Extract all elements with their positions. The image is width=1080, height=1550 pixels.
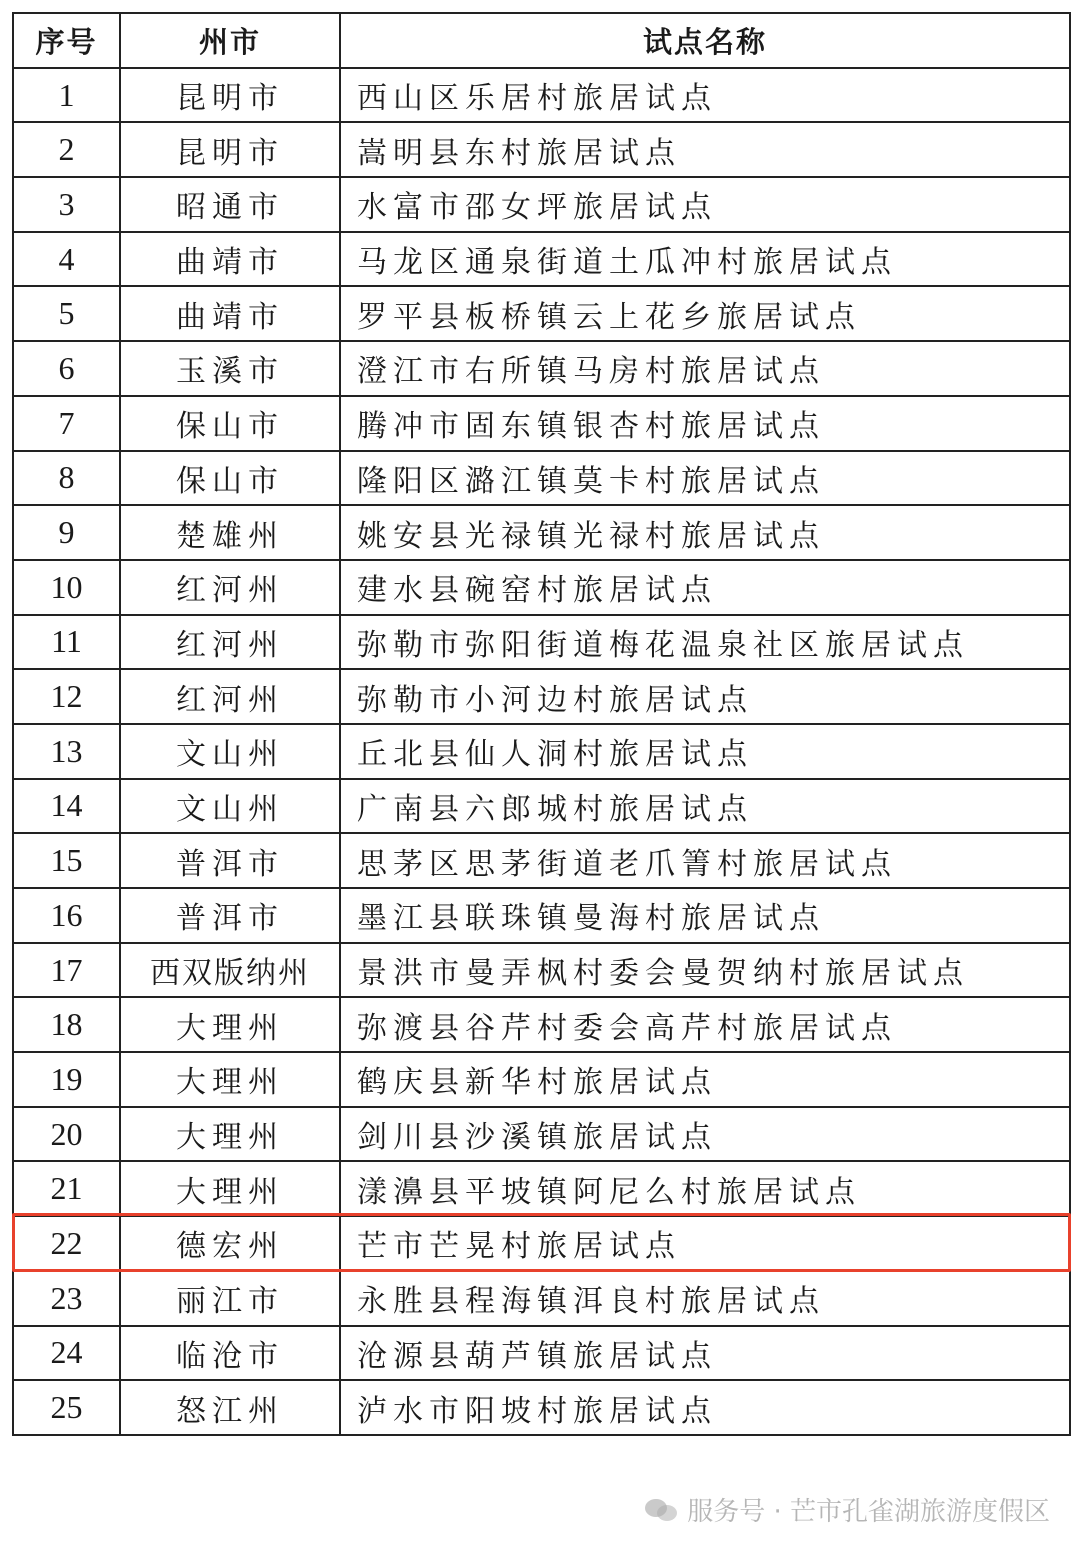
table-row xyxy=(13,779,1070,834)
row-pilot-name: 姚安县光禄镇光禄村旅居试点 xyxy=(340,505,1070,560)
row-pilot-name: 水富市邵女坪旅居试点 xyxy=(340,177,1070,232)
row-pilot-name: 广南县六郎城村旅居试点 xyxy=(340,779,1070,834)
row-pilot-name: 漾濞县平坡镇阿尼么村旅居试点 xyxy=(340,1161,1070,1216)
row-city: 大理州 xyxy=(120,997,340,1052)
row-city: 保山市 xyxy=(120,451,340,506)
row-pilot-name: 永胜县程海镇洱良村旅居试点 xyxy=(340,1271,1070,1326)
row-index: 11 xyxy=(13,615,120,670)
table-row xyxy=(13,177,1070,232)
table-row xyxy=(13,560,1070,615)
row-city: 曲靖市 xyxy=(120,232,340,287)
row-index: 15 xyxy=(13,833,120,888)
table-row xyxy=(13,451,1070,506)
row-pilot-name: 罗平县板桥镇云上花乡旅居试点 xyxy=(340,286,1070,341)
watermark-text: 服务号 · 芒市孔雀湖旅游度假区 xyxy=(687,1497,1050,1527)
row-pilot-name: 剑川县沙溪镇旅居试点 xyxy=(340,1107,1070,1162)
row-city: 保山市 xyxy=(120,396,340,451)
wechat-icon xyxy=(645,1495,679,1525)
row-index: 16 xyxy=(13,888,120,943)
row-pilot-name: 腾冲市固东镇银杏村旅居试点 xyxy=(340,396,1070,451)
row-index: 1 xyxy=(13,68,120,123)
table-row xyxy=(13,833,1070,888)
row-city: 怒江州 xyxy=(120,1380,340,1435)
header-pilot-name: 试点名称 xyxy=(340,13,1070,68)
row-pilot-name: 弥勒市弥阳街道梅花温泉社区旅居试点 xyxy=(340,615,1070,670)
row-index: 14 xyxy=(13,779,120,834)
row-index: 2 xyxy=(13,122,120,177)
row-pilot-name: 建水县碗窑村旅居试点 xyxy=(340,560,1070,615)
row-city: 文山州 xyxy=(120,724,340,779)
watermark xyxy=(645,1491,1050,1528)
row-pilot-name: 西山区乐居村旅居试点 xyxy=(340,68,1070,123)
row-index: 10 xyxy=(13,560,120,615)
table-row xyxy=(13,232,1070,287)
row-pilot-name: 隆阳区潞江镇莫卡村旅居试点 xyxy=(340,451,1070,506)
row-pilot-name: 景洪市曼弄枫村委会曼贺纳村旅居试点 xyxy=(340,943,1070,998)
table-row xyxy=(13,286,1070,341)
row-index: 18 xyxy=(13,997,120,1052)
table-row xyxy=(13,1326,1070,1381)
row-pilot-name: 马龙区通泉街道土瓜冲村旅居试点 xyxy=(340,232,1070,287)
row-city: 大理州 xyxy=(120,1052,340,1107)
table-row xyxy=(13,1161,1070,1216)
table-row xyxy=(13,1271,1070,1326)
table-row xyxy=(13,888,1070,943)
row-city: 昭通市 xyxy=(120,177,340,232)
row-city: 文山州 xyxy=(120,779,340,834)
row-index: 6 xyxy=(13,341,120,396)
row-city: 大理州 xyxy=(120,1107,340,1162)
row-pilot-name: 泸水市阳坡村旅居试点 xyxy=(340,1380,1070,1435)
row-city: 红河州 xyxy=(120,669,340,724)
table-row xyxy=(13,615,1070,670)
row-index: 21 xyxy=(13,1161,120,1216)
row-city: 德宏州 xyxy=(120,1216,340,1271)
table-row xyxy=(13,724,1070,779)
row-city: 丽江市 xyxy=(120,1271,340,1326)
row-pilot-name: 丘北县仙人洞村旅居试点 xyxy=(340,724,1070,779)
table-row xyxy=(13,68,1070,123)
row-index: 22 xyxy=(13,1216,120,1271)
table-row xyxy=(13,669,1070,724)
table-row xyxy=(13,1052,1070,1107)
table-header-row xyxy=(13,13,1070,68)
table-body xyxy=(13,68,1070,1435)
row-pilot-name: 弥勒市小河边村旅居试点 xyxy=(340,669,1070,724)
table-row xyxy=(13,943,1070,998)
header-city: 州市 xyxy=(120,13,340,68)
row-index: 8 xyxy=(13,451,120,506)
pilot-list-table xyxy=(12,12,1071,1436)
row-city: 普洱市 xyxy=(120,833,340,888)
row-pilot-name: 思茅区思茅街道老爪箐村旅居试点 xyxy=(340,833,1070,888)
table-row xyxy=(13,396,1070,451)
table-row xyxy=(13,1380,1070,1435)
row-index: 9 xyxy=(13,505,120,560)
header-index: 序号 xyxy=(13,13,120,68)
row-pilot-name: 鹤庆县新华村旅居试点 xyxy=(340,1052,1070,1107)
row-index: 3 xyxy=(13,177,120,232)
row-index: 19 xyxy=(13,1052,120,1107)
row-pilot-name: 弥渡县谷芹村委会高芹村旅居试点 xyxy=(340,997,1070,1052)
row-index: 12 xyxy=(13,669,120,724)
table-row xyxy=(13,1107,1070,1162)
pilot-list-table-wrapper xyxy=(12,12,1069,1436)
row-index: 4 xyxy=(13,232,120,287)
table-row xyxy=(13,997,1070,1052)
table-row xyxy=(13,1216,1070,1271)
row-pilot-name: 沧源县葫芦镇旅居试点 xyxy=(340,1326,1070,1381)
row-index: 17 xyxy=(13,943,120,998)
row-index: 7 xyxy=(13,396,120,451)
row-city: 西双版纳州 xyxy=(120,943,340,998)
row-index: 20 xyxy=(13,1107,120,1162)
table-row xyxy=(13,505,1070,560)
table-row xyxy=(13,341,1070,396)
row-pilot-name: 澄江市右所镇马房村旅居试点 xyxy=(340,341,1070,396)
row-pilot-name: 墨江县联珠镇曼海村旅居试点 xyxy=(340,888,1070,943)
table-row xyxy=(13,122,1070,177)
row-pilot-name: 嵩明县东村旅居试点 xyxy=(340,122,1070,177)
row-city: 红河州 xyxy=(120,615,340,670)
row-city: 大理州 xyxy=(120,1161,340,1216)
row-index: 5 xyxy=(13,286,120,341)
row-pilot-name: 芒市芒晃村旅居试点 xyxy=(340,1216,1070,1271)
row-city: 普洱市 xyxy=(120,888,340,943)
row-index: 23 xyxy=(13,1271,120,1326)
row-city: 曲靖市 xyxy=(120,286,340,341)
row-city: 楚雄州 xyxy=(120,505,340,560)
row-index: 13 xyxy=(13,724,120,779)
row-index: 25 xyxy=(13,1380,120,1435)
row-city: 临沧市 xyxy=(120,1326,340,1381)
row-city: 昆明市 xyxy=(120,68,340,123)
row-city: 红河州 xyxy=(120,560,340,615)
row-index: 24 xyxy=(13,1326,120,1381)
row-city: 玉溪市 xyxy=(120,341,340,396)
row-city: 昆明市 xyxy=(120,122,340,177)
